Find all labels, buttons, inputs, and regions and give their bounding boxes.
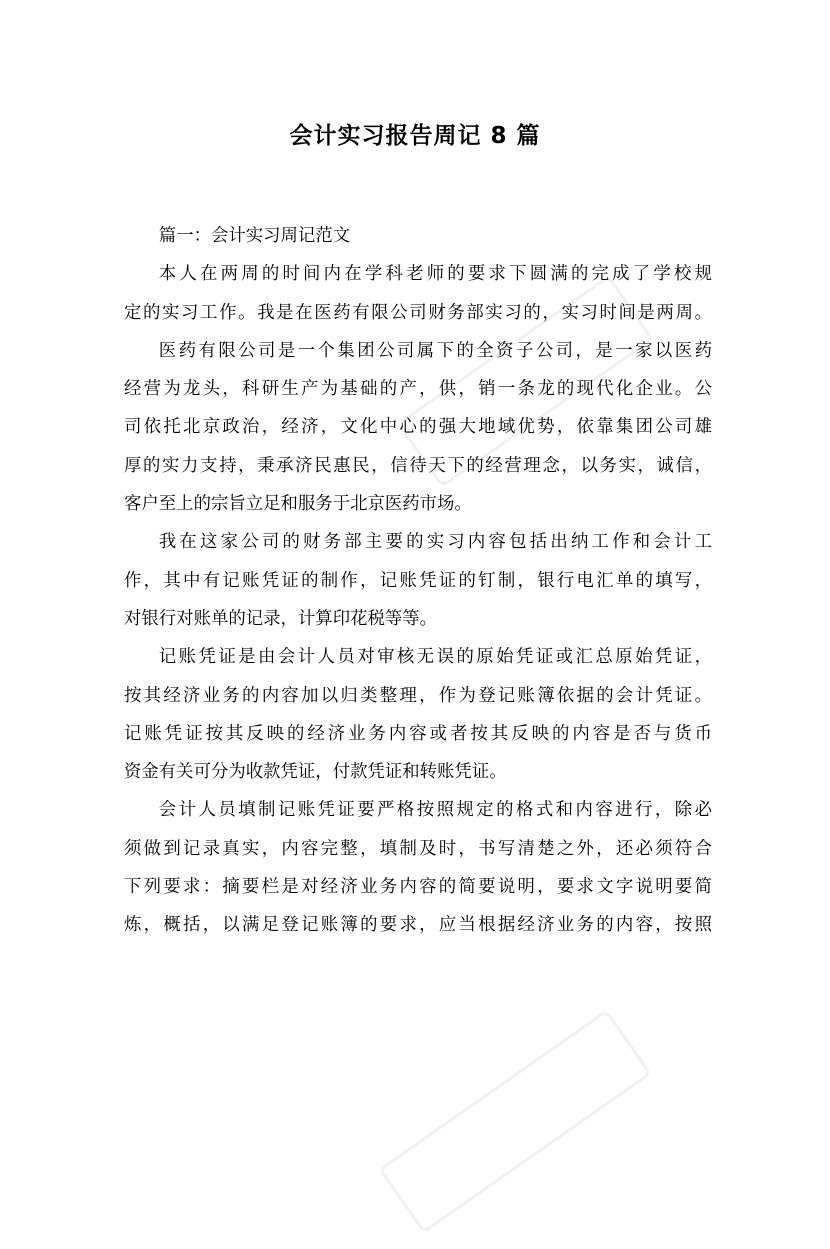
section-heading: 篇一：会计实习周记范文 — [158, 226, 351, 246]
paragraph-line: 记账凭证是由会计人员对审核无误的原始凭证或汇总原始凭证， — [158, 647, 712, 668]
paragraph-line: 客户至上的宗旨立足和服务于北京医药市场。 — [124, 494, 472, 515]
paragraph-line: 须做到记录真实，内容完整，填制及时，书写清楚之外，还必须符合 — [124, 838, 712, 859]
document-body — [124, 217, 712, 945]
paragraph-1 — [124, 255, 712, 332]
paragraph-line: 记账凭证按其反映的经济业务内容或者按其反映的内容是否与货币 — [124, 723, 712, 744]
document-title: 会计实习报告周记 8 篇 — [289, 123, 541, 149]
paragraph-4 — [124, 638, 712, 791]
paragraph-line: 我在这家公司的财务部主要的实习内容包括出纳工作和会计工 — [158, 532, 712, 553]
paragraph-line: 下列要求：摘要栏是对经济业务内容的简要说明，要求文字说明要简 — [124, 877, 712, 898]
paragraph-line: 本人在两周的时间内在学科老师的要求下圆满的完成了学校规 — [158, 264, 712, 285]
paragraph-line: 资金有关可分为收款凭证，付款凭证和转账凭证。 — [124, 762, 507, 783]
paragraph-line: 医药有限公司是一个集团公司属下的全资子公司，是一家以医药 — [158, 340, 712, 361]
watermark-stamp-bottom — [378, 1008, 663, 1248]
paragraph-5 — [124, 791, 712, 944]
paragraph-line: 经营为龙头，科研生产为基础的产，供，销一条龙的现代化企业。公 — [124, 379, 712, 400]
watermark-graphic-bottom — [378, 1008, 653, 1234]
paragraph-line: 厚的实力支持，秉承济民惠民，信待天下的经营理念，以务实，诚信， — [124, 455, 712, 476]
paragraph-line: 对银行对账单的记录，计算印花税等等。 — [124, 608, 438, 629]
paragraph-2 — [124, 332, 712, 523]
paragraph-line: 司依托北京政治，经济，文化中心的强大地域优势，依靠集团公司雄 — [124, 417, 712, 438]
paragraph-line: 会计人员填制记账凭证要严格按照规定的格式和内容进行，除必 — [158, 800, 712, 821]
paragraph-line: 定的实习工作。我是在医药有限公司财务部实习的，实习时间是两周。 — [124, 302, 712, 323]
paragraph-line: 作，其中有记账凭证的制作，记账凭证的钉制，银行电汇单的填写， — [124, 570, 712, 591]
paragraph-line: 按其经济业务的内容加以归类整理，作为登记账簿依据的会计凭证。 — [124, 685, 712, 706]
paragraph-line: 炼，概括，以满足登记账簿的要求，应当根据经济业务的内容，按照 — [124, 915, 712, 936]
paragraph-3 — [124, 523, 712, 638]
